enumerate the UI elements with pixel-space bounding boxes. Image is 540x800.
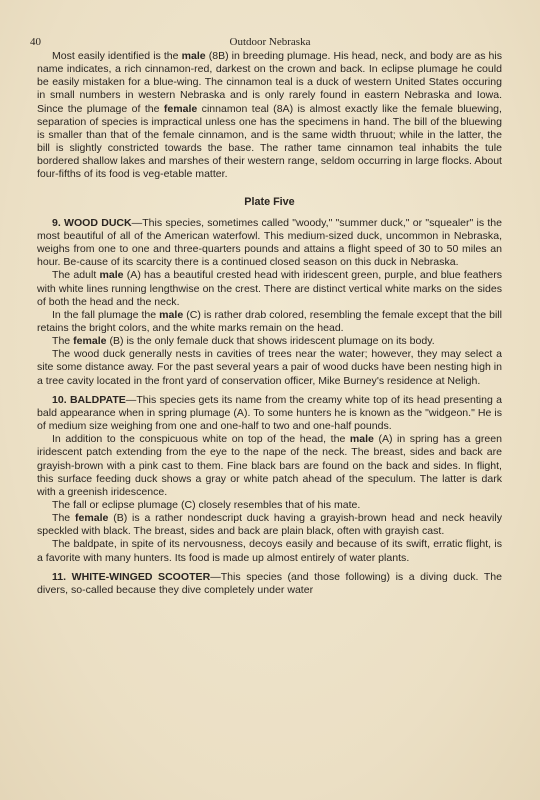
running-title: Outdoor Nebraska bbox=[229, 36, 311, 48]
wood-duck-nesting-paragraph: The wood duck generally nests in cavities of trees near the water; however, they may select a site some distance away. For the past several years a pair of wood ducks have been nesting high in a tree cavity located in the front yard of conservation officer, Mike Burney's residence at Neligh. bbox=[37, 348, 502, 387]
species-number: 9. bbox=[52, 216, 61, 229]
text-run: (A) in spring has a green iridescent patch extending from the eye to the nape of the neck. The breast, sides and back are grayish-brown with a pink cast to them. Fine black bars are found on the back and sides. In flight, this surface feeding duck shows a gray or white patch ahead of the speculum. The latter is dark with a greenish iridescence. bbox=[37, 433, 502, 498]
text-run: —This species gets its name from the creamy white top of its head presenting a bald appearance when in spring plumage (A). To some hunters he is known as the "widgeon." He is of medium size weighing from one and one-half to two and one-half pounds. bbox=[37, 393, 502, 433]
scooter-intro-paragraph bbox=[37, 571, 502, 597]
bold-term: male bbox=[349, 433, 374, 446]
text-run: (B) is a rather nondescript duck having a grayish-brown head and neck heavily speckled with black. The breast, sides and back are plain black, often with grayish cast. bbox=[37, 512, 503, 538]
cinnamon-teal-paragraph bbox=[37, 50, 502, 182]
text-run: In the fall plumage the bbox=[52, 308, 160, 321]
body-text bbox=[37, 50, 502, 597]
bold-term: female bbox=[74, 512, 109, 525]
text-run: The adult bbox=[52, 269, 100, 282]
bold-term: female bbox=[73, 335, 107, 348]
text-run: (A) has a beautiful crested head with iridescent green, purple, and blue feathers with white lines running lengthwise on the crest. There are distinct vertical white marks on the sides of both the head and the neck. bbox=[37, 269, 502, 308]
bold-term: male bbox=[181, 50, 206, 62]
page-number: 40 bbox=[30, 36, 41, 48]
text-run: (C) is rather drab colored, resembling the female except that the bill retains the bright colors, and the white marks remain on the head. bbox=[37, 308, 502, 334]
species-name: WOOD DUCK bbox=[64, 216, 132, 229]
text-run: The bbox=[52, 512, 75, 525]
text-run: (8B) in breeding plumage. His head, neck, and body are as his name indicates, a rich cinnamon-red, darkest on the crown and back. In eclipse plumage he could be easily mistaken for a blue-wing. The cinnamon teal is a duck of western United States occuring in small numbers in western Nebraska and is only rarely found in eastern Nebraska and Iowa. Since the plumage of the bbox=[37, 50, 503, 115]
text-run: (B) is the only female duck that shows iridescent plumage on its body. bbox=[106, 335, 435, 348]
wood-duck-intro-paragraph bbox=[37, 217, 502, 270]
text-run: —This species, sometimes called "woody," "summer duck," or "squealer" is the most beautiful of all of the American waterfowl. This medium-sized duck, uncommon in Nebraska, weighs from one to one and three-quarters pounds and attains a flight speed of 30 to 50 miles an hour. Be-cause of its scarcity there is a continued closed season on this duck in Nebraska. bbox=[37, 216, 502, 269]
wood-duck-fall-paragraph bbox=[37, 309, 502, 335]
species-name: WHITE-WINGED SCOOTER bbox=[71, 570, 211, 583]
baldpate-intro-paragraph bbox=[37, 394, 502, 433]
baldpate-female-paragraph bbox=[37, 512, 502, 538]
bold-term: female bbox=[163, 102, 198, 115]
baldpate-male-paragraph bbox=[37, 433, 502, 499]
species-number: 11. bbox=[52, 570, 67, 583]
baldpate-behavior-paragraph: The baldpate, in spite of its nervousness, decoys easily and because of its swift, erratic flight, is a favorite with many hunters. Its food is made up almost entirely of water plants. bbox=[37, 538, 502, 564]
plate-heading: Plate Five bbox=[244, 195, 295, 208]
baldpate-eclipse-paragraph: The fall or eclipse plumage (C) closely resembles that of his mate. bbox=[52, 499, 361, 511]
species-name: BALDPATE bbox=[69, 393, 126, 406]
bold-term: male bbox=[99, 269, 124, 282]
species-number: 10. bbox=[52, 393, 67, 406]
text-run: Most easily identified is the bbox=[52, 50, 182, 62]
text-run: —This species (and those following) is a diving duck. The divers, so-called because they dive completely under water bbox=[37, 570, 502, 596]
wood-duck-female-paragraph bbox=[37, 335, 502, 348]
text-run: The bbox=[52, 335, 74, 348]
text-run: In addition to the conspicuous white on top of the head, the bbox=[52, 433, 350, 446]
bold-term: male bbox=[159, 308, 184, 321]
wood-duck-male-paragraph bbox=[37, 269, 502, 308]
text-run: cinnamon teal (8A) is almost exactly like the female bluewing, separation of species is impractical unless one has the specimens in hand. The bill of the bluewing is smaller than that of the female cinnamon, and is the same width thruout; while in the latter, the bill is slightly constricted towards the base. The rather tame cinnamon teal inhabits the tule bordered shallow lakes and marshes of their western range, seldom occurring in large flocks. About four-fifths of its food is veg-etable matter. bbox=[37, 102, 502, 181]
